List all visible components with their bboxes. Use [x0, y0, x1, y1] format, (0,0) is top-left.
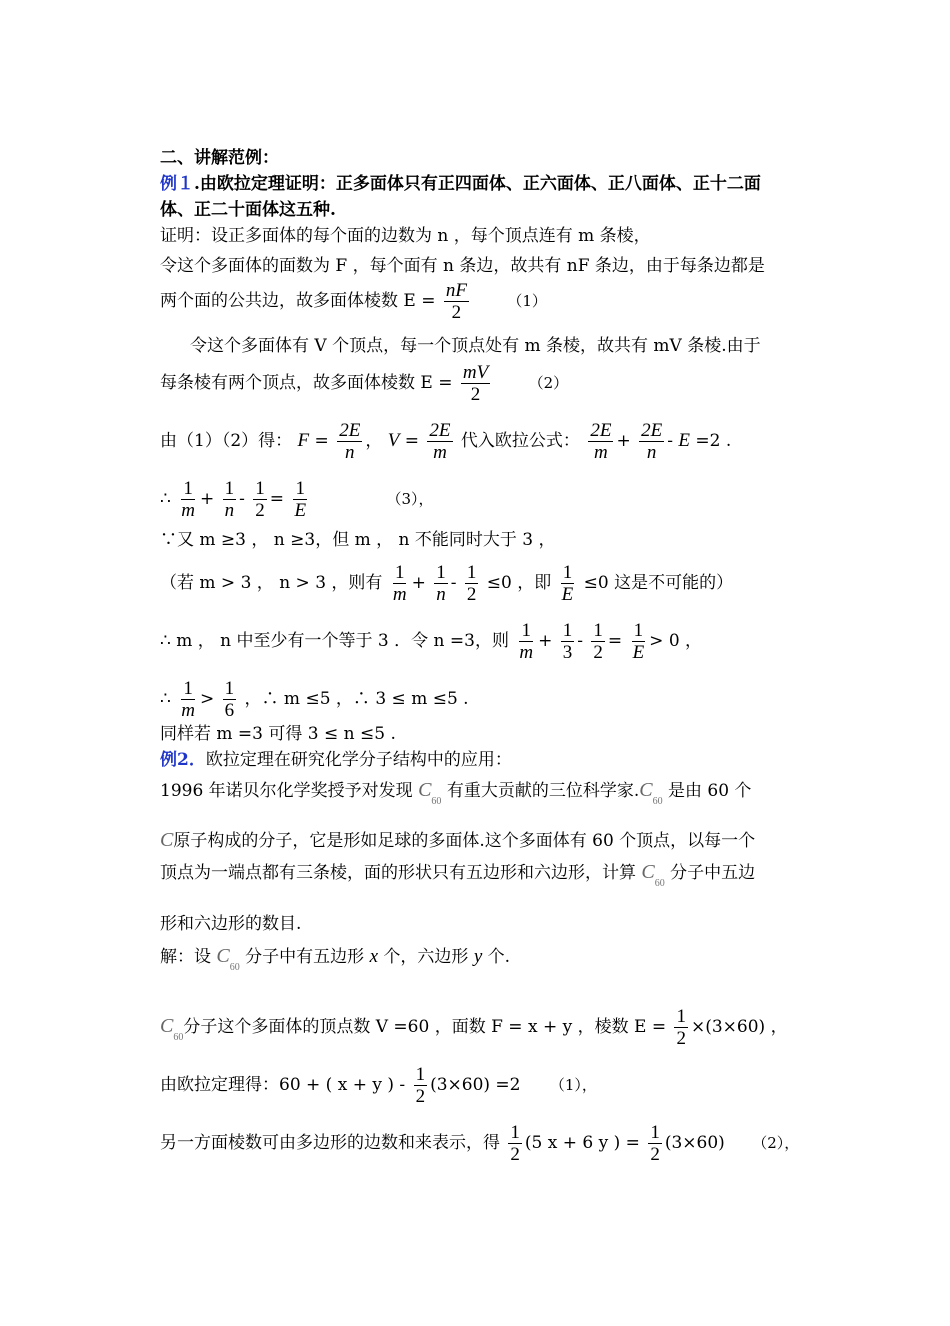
- fraction-1-over-e: [631, 620, 647, 663]
- proof-line6-text: 由（1）（2）得：: [160, 431, 293, 451]
- frac-denominator: 2: [466, 584, 477, 605]
- var-y: y: [473, 946, 483, 967]
- fraction-1-over-2: [465, 562, 479, 605]
- proof-line1: 证明：设正多面体的每个面的边数为 n ，每个顶点连有 m 条棱，: [160, 226, 651, 246]
- fraction-1-over-3: [561, 620, 575, 663]
- solution-line4-a: 另一方面棱数可由多边形的边数和来表示，得: [160, 1133, 500, 1153]
- proof-line9-mid: ≤0 ，即: [486, 573, 552, 593]
- fraction-1-over-m: [179, 678, 197, 721]
- example2-line3-b: 分子中五边: [670, 863, 756, 883]
- frac-denominator: 2: [676, 1028, 686, 1049]
- frac-denominator: n: [436, 584, 446, 605]
- frac-numerator: 1: [562, 620, 573, 641]
- var-f: F: [297, 430, 310, 451]
- frac-denominator: 2: [255, 500, 265, 521]
- chem-c: C: [160, 829, 174, 851]
- fraction-2e-over-n: [337, 420, 362, 463]
- frac-numerator: 1: [521, 620, 531, 641]
- frac-numerator: 1: [183, 678, 193, 699]
- solution-line3-a: 由欧拉定理得：60 + ( x + y ) -: [160, 1075, 406, 1095]
- solution-line4-b: (5 x + 6 y ) =: [524, 1133, 640, 1153]
- fraction-1-over-2: [508, 1122, 522, 1165]
- solution-line4: [160, 1122, 799, 1165]
- example2-title: 欧拉定理在研究化学分子结构中的应用：: [205, 750, 512, 770]
- proof-line7: ∴ $\frac{1}{m}$ + $\frac{1}{n}$ - $\frac{1}{2}$ = $\frac{1}{E}$ （3），: [160, 478, 434, 521]
- c60-formula: [418, 779, 442, 807]
- fraction-1-over-m: [179, 478, 197, 521]
- c60-formula: [216, 945, 240, 973]
- example2-line2-text: 原子构成的分子，它是形如足球的多面体.这个多面体有 60 个顶点，以每一个: [173, 831, 756, 851]
- proof-line9-text: （若 m > 3 ， n > 3 ，则有: [160, 573, 383, 593]
- frac-numerator: 1: [394, 562, 405, 583]
- fraction-1-over-m: [517, 620, 535, 663]
- fraction-2e-over-n-2: [639, 420, 664, 463]
- fraction-1-over-2: [674, 1006, 688, 1049]
- frac-denominator: m: [181, 700, 195, 721]
- equation-number: （3），: [386, 490, 434, 508]
- proof-line10: ∴ m ， n 中至少有一个等于 3 ．令 n =3，则 $\frac{1}{m}$ + $\frac{1}{3}$ - $\frac{1}{2}$ = $\frac{1}{E}$ > 0 ，: [160, 620, 703, 663]
- fraction-mv-over-2: [461, 362, 490, 405]
- solution-line1: [160, 944, 510, 980]
- fraction-2e-over-m-2: [588, 420, 613, 463]
- frac-denominator: 2: [510, 1144, 520, 1165]
- proof-line3-text: 两个面的公共边，故多面体棱数 E =: [160, 291, 436, 311]
- solution-line2-a: 分子这个多面体的顶点数 V =60 ，面数 F = x + y ，棱数 E =: [183, 1017, 667, 1037]
- frac-numerator: 1: [255, 478, 265, 499]
- fraction-1-over-6: [223, 678, 237, 721]
- frac-numerator: 1: [633, 620, 644, 641]
- proof-line8: ∵又 m ≥3 ， n ≥3，但 m ， n 不能同时大于 3 ，: [160, 530, 556, 550]
- frac-denominator: m: [594, 442, 608, 463]
- solution-line3-b: (3×60) =2: [430, 1075, 521, 1095]
- frac-numerator: 1: [224, 678, 235, 699]
- solution-line1-d: 个.: [487, 947, 511, 967]
- frac-denominator: n: [646, 442, 657, 463]
- frac-denominator: n: [224, 500, 235, 521]
- equation-number: （1），: [549, 1076, 597, 1094]
- frac-numerator: 2E: [339, 420, 361, 441]
- fraction-2e-over-m: [427, 420, 452, 463]
- frac-numerator: 2E: [590, 420, 612, 441]
- frac-numerator: 1: [593, 620, 603, 641]
- equation-number: （1）: [507, 292, 547, 310]
- frac-denominator: m: [181, 500, 195, 521]
- fraction-1-over-m: [391, 562, 409, 605]
- var-e: E: [678, 430, 690, 451]
- chem-c: C: [639, 779, 653, 801]
- fraction-1-over-n: [223, 478, 237, 521]
- frac-denominator: 6: [224, 700, 235, 721]
- frac-numerator: 1: [436, 562, 446, 583]
- chem-c: C: [160, 1015, 174, 1037]
- fraction-1-over-2: [253, 478, 267, 521]
- example2-line1-b: 有重大贡献的三位科学家.: [446, 781, 640, 801]
- fraction-1-over-2: [591, 620, 605, 663]
- frac-numerator: 1: [510, 1122, 520, 1143]
- proof-line9: （若 m > 3 ， n > 3 ，则有 $\frac{1}{m}$ + $\frac{1}{n}$ - $\frac{1}{2}$ ≤0 ，即 $\frac{1}{E}$ ≤0 这是不可能的）: [160, 562, 734, 605]
- chem-sub: 60: [654, 878, 665, 889]
- var-x: x: [369, 946, 378, 967]
- example2-line1: [160, 778, 751, 814]
- chem-c: C: [641, 861, 655, 883]
- example1-line1: [160, 172, 761, 196]
- proof-line4: 令这个多面体有 V 个顶点，每一个顶点处有 m 条棱，故共有 mV 条棱.由于: [190, 336, 761, 356]
- section-heading: 二、讲解范例：: [160, 148, 279, 168]
- solution-line2: [160, 1006, 788, 1050]
- frac-denominator: 2: [415, 1086, 426, 1107]
- solution-line1-a: 解：设: [160, 947, 211, 967]
- frac-numerator: 1: [183, 478, 193, 499]
- var-v: V: [387, 430, 400, 451]
- frac-numerator: mV: [462, 362, 489, 383]
- chem-sub: 60: [652, 796, 663, 807]
- proof-line9-end: ≤0 这是不可能的）: [583, 573, 734, 593]
- frac-denominator: E: [294, 500, 307, 521]
- equation-number: （2），: [752, 1134, 800, 1152]
- proof-line11-text: ，∴ m ≤5 ，∴ 3 ≤ m ≤5 .: [244, 689, 469, 709]
- fraction-1-over-e: [292, 478, 308, 521]
- proof-line6: 由（1）（2）得： F = $\frac{2E}{n}$ ， V = $\frac{2E}{m}$ 代入欧拉公式： $\frac{2E}{m}$ + $\frac{2E}{n}$ - E =2 .: [160, 420, 732, 463]
- example2-line3-a: 顶点为一端点都有三条棱，面的形状只有五边形和六边形，计算: [160, 863, 636, 883]
- example2-line1-c: 是由 60 个: [667, 781, 752, 801]
- chem-c: C: [216, 945, 230, 967]
- example2-title-line: [160, 748, 512, 772]
- proof-line5-text: 每条棱有两个顶点，故多面体棱数 E =: [160, 373, 453, 393]
- solution-line3: [160, 1064, 597, 1107]
- frac-denominator: E: [561, 584, 574, 605]
- example1-label: 例１: [160, 174, 194, 194]
- frac-denominator: 3: [562, 642, 573, 663]
- c60-formula: [160, 1015, 184, 1043]
- frac-numerator: 1: [295, 478, 305, 499]
- example2-line3: [160, 860, 755, 896]
- proof-line10-text: ∴ m ， n 中至少有一个等于 3 ．令 n =3，则: [160, 631, 509, 651]
- solution-line1-b: 分子中有五边形: [245, 947, 365, 967]
- fraction-1-over-2: [648, 1122, 662, 1165]
- equation-number: （2）: [528, 374, 569, 392]
- solution-line1-c: 个，六边形: [383, 947, 469, 967]
- frac-numerator: 1: [466, 562, 477, 583]
- frac-denominator: E: [632, 642, 645, 663]
- chem-c: C: [418, 779, 432, 801]
- example2-line1-a: 1996 年诺贝尔化学奖授予对发现: [160, 781, 413, 801]
- proof-line5: [160, 362, 568, 405]
- frac-denominator: m: [519, 642, 534, 663]
- c60-formula: [639, 779, 663, 807]
- frac-numerator: 1: [224, 478, 235, 499]
- proof-line2: 令这个多面体的面数为 F ，每个面有 n 条边，故共有 nF 条边，由于每条边都是: [160, 256, 765, 276]
- frac-denominator: 2: [470, 384, 481, 405]
- chem-sub: 60: [173, 1032, 184, 1043]
- solution-line2-b: ×(3×60) ，: [690, 1017, 788, 1037]
- chem-sub: 60: [431, 796, 442, 807]
- frac-numerator: 1: [415, 1064, 426, 1085]
- frac-numerator: 1: [676, 1006, 686, 1027]
- frac-denominator: m: [392, 584, 407, 605]
- solution-line4-c: (3×60): [664, 1133, 725, 1153]
- frac-denominator: 2: [451, 302, 462, 323]
- frac-numerator: 2E: [429, 420, 451, 441]
- c60-formula: [641, 861, 665, 889]
- fraction-1-over-2: [414, 1064, 428, 1107]
- proof-line3: [160, 280, 547, 323]
- proof-line12: 同样若 m =3 可得 3 ≤ n ≤5 .: [160, 724, 396, 744]
- proof-line11: ∴ $\frac{1}{m}$ > $\frac{1}{6}$ ，∴ m ≤5 ，∴ 3 ≤ m ≤5 .: [160, 678, 469, 721]
- example2-line4: 形和六边形的数目.: [160, 914, 302, 934]
- fraction-1-over-n: [434, 562, 448, 605]
- frac-numerator: 2E: [641, 420, 663, 441]
- frac-numerator: nF: [445, 280, 467, 301]
- example1-text1: .由欧拉定理证明：正多面体只有正四面体、正六面体、正八面体、正十二面: [194, 174, 761, 194]
- fraction-nf-over-2: [444, 280, 469, 323]
- frac-numerator: 1: [650, 1122, 660, 1143]
- frac-numerator: 1: [562, 562, 573, 583]
- frac-denominator: 2: [593, 642, 603, 663]
- example2-line2: [160, 828, 755, 853]
- chem-sub: 60: [229, 962, 240, 973]
- fraction-1-over-e: [560, 562, 576, 605]
- frac-denominator: m: [433, 442, 447, 463]
- frac-denominator: 2: [650, 1144, 660, 1165]
- frac-denominator: n: [345, 442, 355, 463]
- example2-label: 例2．: [160, 750, 206, 770]
- example1-line2: 体、正二十面体这五种.: [160, 200, 336, 220]
